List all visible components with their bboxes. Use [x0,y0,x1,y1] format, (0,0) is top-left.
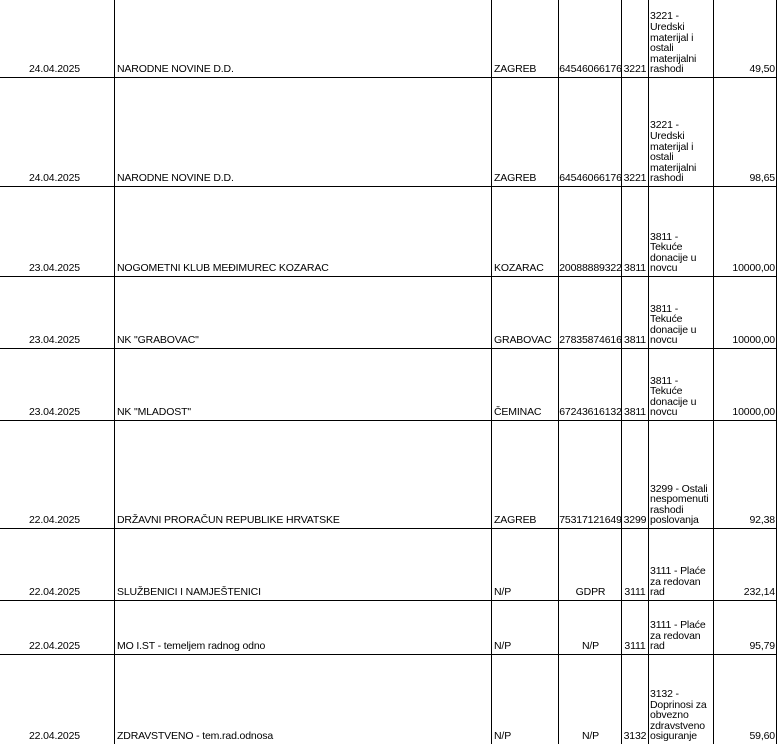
city-cell: N/P [494,730,512,742]
oib-cell: 67243616132 [559,406,622,418]
table-row [0,655,777,744]
amount-cell: 10000,00 [732,406,775,418]
oib-cell: 64546066176 [559,63,622,75]
date-cell: 23.04.2025 [28,262,80,274]
account-cell: 3221 [623,172,647,184]
description-cell: 3221 -Uredski materijal i ostali materijalni rashodi [650,10,697,76]
amount-cell: 10000,00 [732,334,775,346]
date-cell: 22.04.2025 [28,586,80,598]
city-cell: ČEMINAC [494,406,542,418]
date-cell: 22.04.2025 [28,514,80,526]
payee-cell: NK "MLADOST" [117,406,191,418]
description-cell: 3811 - Tekuće donacije u novcu [650,230,697,275]
table-row [0,0,777,77]
date-cell: 24.04.2025 [28,172,80,184]
payee-cell: DRŽAVNI PRORAČUN REPUBLIKE HRVATSKE [117,514,340,526]
amount-cell: 232,14 [743,586,775,598]
date-cell: 22.04.2025 [28,730,80,742]
payee-cell: NARODNE NOVINE D.D. [117,172,234,184]
description-cell: 3221 -Uredski materijal i ostali materijalni rashodi [650,119,697,185]
account-cell: 3811 [624,334,646,346]
description-cell: 3299 - Ostali nespomenuti rashodi poslovanja [650,482,709,527]
date-cell: 22.04.2025 [28,640,80,652]
table-row [0,187,777,276]
oib-cell: GDPR [575,586,606,598]
city-cell: ZAGREB [494,63,537,75]
payee-cell: MO I.ST - temeljem radnog odno [117,640,266,652]
amount-cell: 59,60 [749,730,775,742]
amount-cell: 10000,00 [732,262,775,274]
description-cell: 3111 - Plaće za redovan rad [650,565,706,599]
table-row [0,78,777,186]
account-cell: 3111 [624,586,646,598]
description-cell: 3132 - Doprinosi za obvezno zdravstveno osiguranje [650,688,707,743]
account-cell: 3811 [624,262,646,274]
account-cell: 3299 [623,514,647,526]
amount-cell: 98,65 [749,172,775,184]
oib-cell: N/P [581,640,600,652]
oib-cell: 75317121649 [559,514,622,526]
amount-cell: 95,79 [749,640,775,652]
payee-cell: SLUŽBENICI I NAMJEŠTENICI [117,586,261,598]
city-cell: KOZARAC [494,262,544,274]
oib-cell: N/P [581,730,600,742]
description-cell: 3811 - Tekuće donacije u novcu [650,374,697,419]
account-cell: 3111 [624,640,646,652]
city-cell: N/P [494,640,512,652]
city-cell: GRABOVAC [494,334,552,346]
description-cell: 3811 - Tekuće donacije u novcu [650,302,697,347]
table-row [0,529,777,600]
oib-cell: 64546066176 [559,172,622,184]
city-cell: ZAGREB [494,514,537,526]
account-cell: 3221 [623,63,647,75]
payee-cell: ZDRAVSTVENO - tem.rad.odnosa [117,730,274,742]
oib-cell: 20088889322 [559,262,622,274]
date-cell: 24.04.2025 [28,63,80,75]
amount-cell: 92,38 [749,514,775,526]
city-cell: ZAGREB [494,172,537,184]
table-row [0,601,777,654]
table-row [0,421,777,528]
payee-cell: NOGOMETNI KLUB MEĐIMUREC KOZARAC [117,262,329,274]
payee-cell: NARODNE NOVINE D.D. [117,63,234,75]
table-row [0,349,777,420]
payee-cell: NK "GRABOVAC" [117,334,199,346]
account-cell: 3811 [624,406,646,418]
date-cell: 23.04.2025 [28,406,80,418]
description-cell: 3111 - Plaće za redovan rad [650,619,706,653]
date-cell: 23.04.2025 [28,334,80,346]
account-cell: 3132 [623,730,647,742]
oib-cell: 27835874616 [559,334,622,346]
table-row [0,277,777,348]
city-cell: N/P [494,586,512,598]
amount-cell: 49,50 [749,63,775,75]
